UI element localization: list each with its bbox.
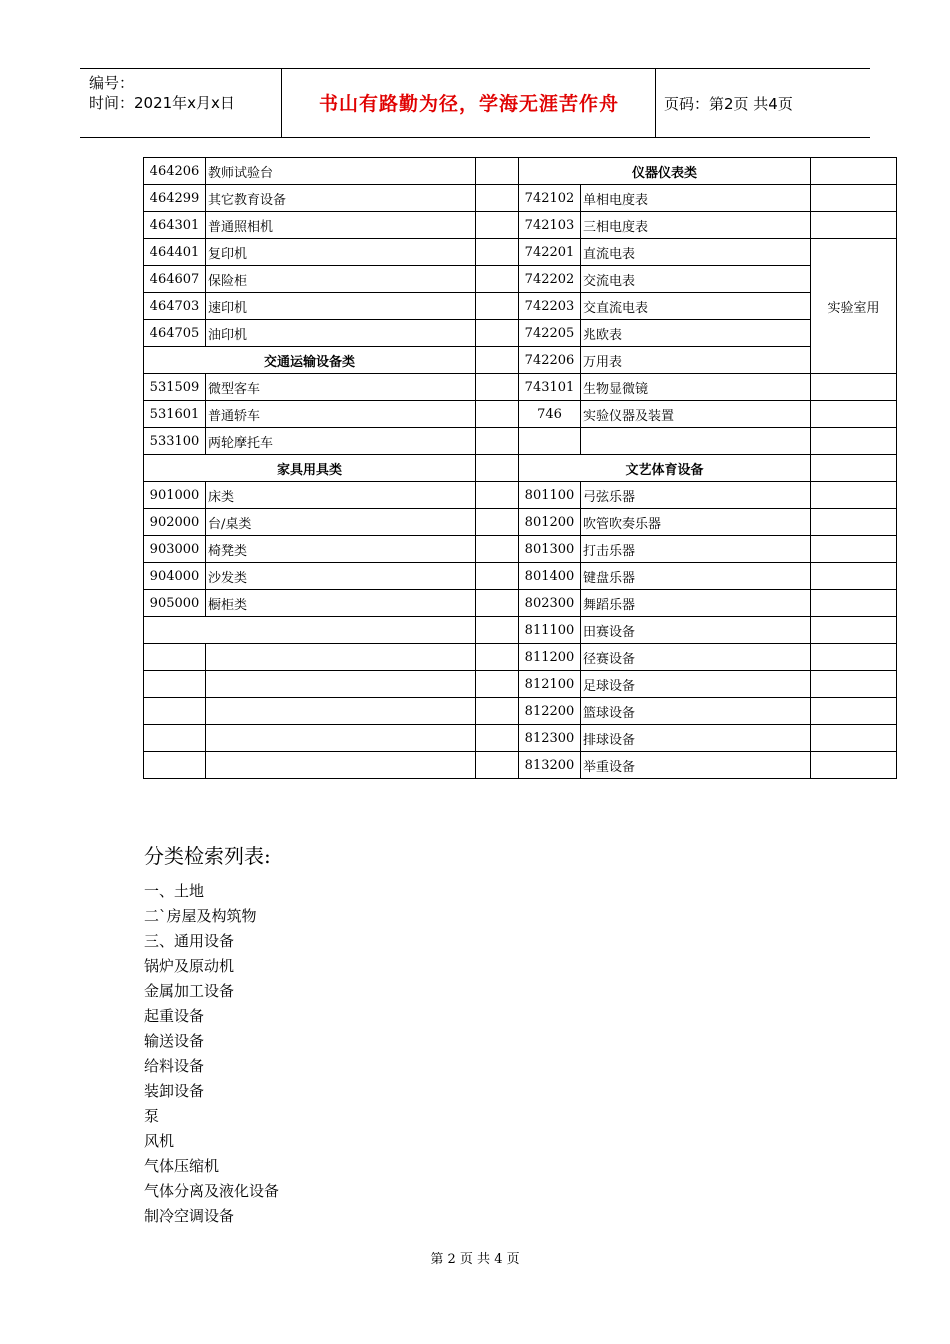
- time-label: 时间：2021年x月x日: [89, 94, 235, 112]
- table-row: [144, 617, 897, 644]
- table-row: [144, 266, 897, 293]
- item-code: 904000: [144, 563, 206, 590]
- item-name: 其它教育设备: [206, 185, 476, 212]
- page-footer: 第 2 页 共 4 页: [430, 1252, 520, 1267]
- blank-cell: [476, 455, 519, 482]
- category-table-body: [144, 158, 897, 779]
- blank-cell: [476, 374, 519, 401]
- item-code: 802300: [519, 590, 581, 617]
- item-name: 径赛设备: [581, 644, 811, 671]
- table-row: [144, 590, 897, 617]
- blank-cell: [476, 617, 519, 644]
- item-name: 三相电度表: [581, 212, 811, 239]
- blank-cell: [144, 698, 206, 725]
- blank-cell: [811, 212, 897, 239]
- item-name: 教师试验台: [206, 158, 476, 185]
- blank-cell: [476, 212, 519, 239]
- table-row: [144, 293, 897, 320]
- item-name: 弓弦乐器: [581, 482, 811, 509]
- blank-cell: [476, 320, 519, 347]
- table-row: [144, 212, 897, 239]
- table-row: [144, 455, 897, 482]
- page-header: [80, 68, 870, 138]
- table-row: [144, 725, 897, 752]
- item-code: 905000: [144, 590, 206, 617]
- item-name: 椅凳类: [206, 536, 476, 563]
- index-title: 分类检索列表:: [144, 844, 271, 868]
- item-code: 464703: [144, 293, 206, 320]
- item-code: 742205: [519, 320, 581, 347]
- table-row: [144, 347, 897, 374]
- index-list: [144, 879, 279, 1229]
- item-code: 742103: [519, 212, 581, 239]
- section-header: 文艺体育设备: [519, 455, 811, 482]
- item-code: 811100: [519, 617, 581, 644]
- blank-cell: [811, 482, 897, 509]
- index-item: 气体分离及液化设备: [144, 1182, 280, 1200]
- item-code: 742203: [519, 293, 581, 320]
- table-row: [144, 374, 897, 401]
- item-code: 902000: [144, 509, 206, 536]
- blank-cell: [476, 752, 519, 779]
- item-name: 交流电表: [581, 266, 811, 293]
- table-row: [144, 401, 897, 428]
- item-name: 床类: [206, 482, 476, 509]
- item-code: 742206: [519, 347, 581, 374]
- item-code: 903000: [144, 536, 206, 563]
- item-name: 键盘乐器: [581, 563, 811, 590]
- table-row: [144, 698, 897, 725]
- blank-cell: [476, 401, 519, 428]
- item-name: 单相电度表: [581, 185, 811, 212]
- item-name: 举重设备: [581, 752, 811, 779]
- blank-cell: [476, 185, 519, 212]
- blank-cell: [811, 158, 897, 185]
- item-name: 田赛设备: [581, 617, 811, 644]
- blank-cell: [476, 239, 519, 266]
- item-name: 油印机: [206, 320, 476, 347]
- blank-cell: [476, 725, 519, 752]
- blank-cell: [811, 671, 897, 698]
- blank-cell: [811, 185, 897, 212]
- index-item: 一、土地: [144, 882, 205, 900]
- item-name: 台/桌类: [206, 509, 476, 536]
- index-item: 金属加工设备: [144, 982, 235, 1000]
- blank-cell: [811, 455, 897, 482]
- index-item: 制冷空调设备: [144, 1207, 235, 1225]
- index-item: 起重设备: [144, 1007, 205, 1025]
- item-name: 实验仪器及装置: [581, 401, 811, 428]
- lab-use-note: 实验室用: [811, 239, 897, 374]
- item-name: 足球设备: [581, 671, 811, 698]
- item-name: 微型客车: [206, 374, 476, 401]
- blank-cell: [144, 671, 206, 698]
- index-item: 装卸设备: [144, 1082, 205, 1100]
- number-label: 编号：: [89, 74, 135, 92]
- blank-cell: [811, 698, 897, 725]
- index-item: 风机: [144, 1132, 175, 1150]
- blank-cell: [476, 266, 519, 293]
- blank-cell: [811, 590, 897, 617]
- table-row: [144, 644, 897, 671]
- item-code: 813200: [519, 752, 581, 779]
- item-code: 533100: [144, 428, 206, 455]
- item-code: 464206: [144, 158, 206, 185]
- item-name: 普通照相机: [206, 212, 476, 239]
- table-row: [144, 536, 897, 563]
- item-code: 743101: [519, 374, 581, 401]
- blank-cell: [144, 752, 206, 779]
- item-name: 打击乐器: [581, 536, 811, 563]
- item-code: 746: [519, 401, 581, 428]
- item-code: 464705: [144, 320, 206, 347]
- index-item: 气体压缩机: [144, 1157, 220, 1175]
- blank-cell: [811, 374, 897, 401]
- blank-cell: [476, 158, 519, 185]
- index-item: 锅炉及原动机: [144, 957, 235, 975]
- item-code: 742202: [519, 266, 581, 293]
- blank-cell: [206, 698, 476, 725]
- blank-cell: [476, 563, 519, 590]
- item-name: 沙发类: [206, 563, 476, 590]
- item-name: 舞蹈乐器: [581, 590, 811, 617]
- item-code: 531509: [144, 374, 206, 401]
- blank-cell: [144, 617, 476, 644]
- item-name: 排球设备: [581, 725, 811, 752]
- section-header: 仪器仪表类: [519, 158, 811, 185]
- blank-cell: [476, 698, 519, 725]
- table-row: [144, 509, 897, 536]
- blank-cell: [519, 428, 581, 455]
- table-row: [144, 482, 897, 509]
- section-header: 家具用具类: [144, 455, 476, 482]
- item-name: 两轮摩托车: [206, 428, 476, 455]
- index-item: 给料设备: [144, 1057, 205, 1075]
- table-row: [144, 752, 897, 779]
- item-code: 742102: [519, 185, 581, 212]
- header-page-info: 页码：第2页 共4页: [664, 95, 793, 113]
- item-code: 464301: [144, 212, 206, 239]
- item-name: 橱柜类: [206, 590, 476, 617]
- blank-cell: [144, 644, 206, 671]
- item-name: 交直流电表: [581, 293, 811, 320]
- item-code: 801400: [519, 563, 581, 590]
- item-name: 万用表: [581, 347, 811, 374]
- item-code: 801300: [519, 536, 581, 563]
- item-code: 812300: [519, 725, 581, 752]
- blank-cell: [476, 590, 519, 617]
- item-code: 801100: [519, 482, 581, 509]
- table-row: [144, 320, 897, 347]
- table-row: [144, 185, 897, 212]
- item-name: 直流电表: [581, 239, 811, 266]
- blank-cell: [811, 428, 897, 455]
- item-name: 吹管吹奏乐器: [581, 509, 811, 536]
- blank-cell: [476, 536, 519, 563]
- item-code: 812100: [519, 671, 581, 698]
- blank-cell: [476, 671, 519, 698]
- blank-cell: [476, 482, 519, 509]
- item-name: 速印机: [206, 293, 476, 320]
- item-code: 531601: [144, 401, 206, 428]
- blank-cell: [811, 644, 897, 671]
- blank-cell: [476, 293, 519, 320]
- item-code: 464607: [144, 266, 206, 293]
- section-header: 交通运输设备类: [144, 347, 476, 374]
- item-name: 普通轿车: [206, 401, 476, 428]
- blank-cell: [476, 509, 519, 536]
- item-code: 464299: [144, 185, 206, 212]
- item-code: 464401: [144, 239, 206, 266]
- item-name: 保险柜: [206, 266, 476, 293]
- table-row: [144, 239, 897, 266]
- item-name: 生物显微镜: [581, 374, 811, 401]
- blank-cell: [811, 401, 897, 428]
- index-item: 二`房屋及构筑物: [144, 907, 257, 925]
- table-row: [144, 158, 897, 185]
- index-item: 泵: [144, 1107, 160, 1125]
- item-name: 兆欧表: [581, 320, 811, 347]
- blank-cell: [811, 617, 897, 644]
- blank-cell: [144, 725, 206, 752]
- blank-cell: [476, 644, 519, 671]
- blank-cell: [476, 347, 519, 374]
- blank-cell: [811, 509, 897, 536]
- table-row: [144, 428, 897, 455]
- index-item: 输送设备: [144, 1032, 205, 1050]
- item-code: 811200: [519, 644, 581, 671]
- item-name: 复印机: [206, 239, 476, 266]
- blank-cell: [811, 752, 897, 779]
- blank-cell: [581, 428, 811, 455]
- blank-cell: [811, 536, 897, 563]
- item-code: 901000: [144, 482, 206, 509]
- blank-cell: [206, 725, 476, 752]
- header-left: [89, 73, 235, 113]
- table-row: [144, 563, 897, 590]
- index-item: 三、通用设备: [144, 932, 235, 950]
- item-code: 812200: [519, 698, 581, 725]
- blank-cell: [206, 752, 476, 779]
- category-index: [144, 840, 279, 1229]
- header-divider: [655, 69, 656, 137]
- category-table: [143, 157, 897, 779]
- blank-cell: [206, 644, 476, 671]
- header-motto: 书山有路勤为径，学海无涯苦作舟: [318, 93, 619, 115]
- blank-cell: [811, 563, 897, 590]
- item-code: 742201: [519, 239, 581, 266]
- blank-cell: [811, 725, 897, 752]
- item-name: 篮球设备: [581, 698, 811, 725]
- blank-cell: [476, 428, 519, 455]
- table-row: [144, 671, 897, 698]
- blank-cell: [206, 671, 476, 698]
- item-code: 801200: [519, 509, 581, 536]
